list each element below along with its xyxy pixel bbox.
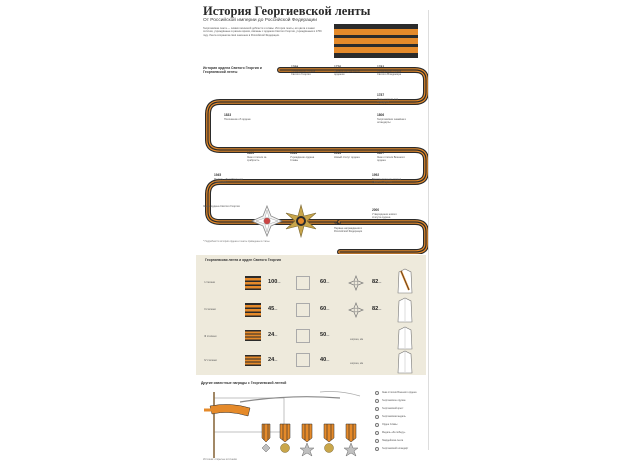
ribbon-sample [245, 330, 261, 341]
event-text: Первые награждения орденом [334, 70, 360, 77]
side-divider [428, 10, 429, 450]
event-year: 1992 [372, 173, 380, 177]
ribbon-width-value: 45мм [268, 306, 278, 312]
orders-table-heading: Георгиевская лента и орден Святого Георгия [205, 258, 281, 262]
legend-item: Георгиевская медаль [382, 415, 406, 418]
event-text: Восстановление ордена Святого Георгия [372, 178, 402, 185]
ribbon-width-value: 24мм [268, 357, 278, 363]
event-year: 2008 [334, 222, 342, 226]
legend-item: Гвардейская лента [382, 439, 404, 442]
legend-item: Медаль «За победу» [382, 431, 406, 434]
uniform-icon [396, 326, 414, 350]
badge-size-value: 50мм [320, 332, 330, 338]
timeline-event [372, 208, 402, 219]
uniform-icon [396, 297, 414, 323]
george-star-icon [284, 204, 318, 238]
ribbon-sample [245, 303, 261, 317]
badge-box [296, 353, 310, 367]
legend-marker [375, 415, 379, 419]
event-year: 1807 [377, 151, 385, 155]
order-class-label: I степени [204, 281, 216, 284]
timeline-event [334, 151, 364, 159]
event-text: Новый статут ордена [334, 156, 360, 159]
other-awards-illustration [200, 388, 370, 460]
event-year: 1855 [247, 151, 255, 155]
ribbon-sample [245, 276, 261, 290]
event-year: 1769 [291, 65, 299, 69]
legend-item: Георгиевское оружие [382, 399, 406, 402]
event-year: 1806 [377, 113, 385, 117]
uniform-icon [396, 350, 414, 374]
event-year: 1770 [334, 65, 342, 69]
legend-marker [375, 431, 379, 435]
event-year: 1787 [377, 93, 385, 97]
timeline-event [224, 113, 254, 121]
event-year: 1945 [214, 173, 222, 177]
badges-caption: Знаки ордена Святого Георгия [203, 205, 240, 208]
event-text: Знак отличия для офицеров [377, 98, 399, 105]
star-size-value: 82мм [372, 279, 382, 285]
legend-marker [375, 391, 379, 395]
legend-marker [375, 447, 379, 451]
event-text: Утверждение нового статута ордена [372, 213, 397, 220]
width-note: ширина, мм [350, 338, 364, 341]
event-year: 1782 [377, 65, 385, 69]
event-text: Первые награждения в Российской Федерации [334, 227, 363, 234]
page-title: История Георгиевской ленты [203, 4, 371, 18]
event-year: 1833 [224, 113, 232, 117]
timeline-event [334, 65, 364, 76]
timeline-event [372, 173, 402, 184]
ribbon-width-value: 100мм [268, 279, 281, 285]
star-outline-icon [348, 275, 364, 291]
event-text: Знак отличия за храбрость [247, 156, 267, 163]
width-note: ширина, мм [350, 362, 364, 365]
legend-item: Георгиевский крест [382, 407, 404, 410]
badge-box [296, 329, 310, 343]
event-year: 1913 [334, 151, 342, 155]
timeline-footnote: * Подробности истории ордена и ленты приведены в статье [203, 240, 270, 243]
event-year: 2000 [372, 208, 380, 212]
event-text: Учреждение ордена Святого Георгия [291, 70, 316, 77]
other-awards-heading: Другие известные награды с Георгиевской лентой [201, 381, 287, 385]
orders-table-band [196, 255, 426, 375]
event-year: 1943 [290, 151, 298, 155]
legend-marker [375, 423, 379, 427]
ribbon-width-value: 24мм [268, 332, 278, 338]
star-outline-icon [348, 302, 364, 318]
legend-marker [375, 439, 379, 443]
timeline-event [214, 173, 244, 184]
event-text: Положение об ордене [224, 118, 251, 121]
timeline-event [290, 151, 320, 162]
legend-marker [375, 399, 379, 403]
timeline-heading: История ордена Святого Георгия и Георгиевской ленты [203, 66, 262, 74]
intro-text: Георгиевская лента — символ воинской доблести и славы. История ленты, её цвета и знаки отличия, учреждённые в разное время, связаны с орденом Святого Георгия, учреждённым в 1769 году. Лента сохранила своё значение в Российской Федерации. [203, 27, 322, 37]
star-size-value: 82мм [372, 306, 382, 312]
timeline-event [377, 93, 407, 104]
badge-box [296, 303, 310, 317]
badge-size-value: 40мм [320, 357, 330, 363]
order-class-label: III степени [204, 335, 217, 338]
timeline-event [291, 65, 321, 76]
event-text: Георгиевские знамёна и штандарты [377, 118, 407, 125]
legend-marker [375, 407, 379, 411]
event-text: Медаль «За победу над Германией» [214, 178, 243, 185]
badge-size-value: 60мм [320, 279, 330, 285]
badge-box [296, 276, 310, 290]
order-class-label: IV степени [204, 359, 217, 362]
source-footnote: Источник: открытые источники [203, 458, 237, 461]
timeline-event [377, 113, 407, 124]
ribbon-sample [245, 355, 261, 366]
legend-item: Орден Славы [382, 423, 398, 426]
timeline-event [334, 222, 364, 233]
event-text: Знак отличия Военного ордена [377, 156, 405, 163]
event-text: Учреждение ордена Святого Владимира [377, 70, 402, 77]
hero-ribbon-image [334, 24, 418, 58]
legend-item: Знак отличия Военного ордена [382, 391, 417, 394]
event-text: Учреждение ордена Славы [290, 156, 315, 163]
order-class-label: II степени [204, 308, 216, 311]
george-cross-icon [250, 204, 284, 238]
uniform-icon [396, 268, 414, 294]
timeline-event [377, 65, 407, 76]
timeline-event [377, 151, 407, 162]
page-subtitle: От Российской империи до Российской Федерации [203, 18, 317, 23]
badge-size-value: 60мм [320, 306, 330, 312]
timeline-event [247, 151, 277, 162]
legend-item: Георгиевский штандарт [382, 447, 409, 450]
